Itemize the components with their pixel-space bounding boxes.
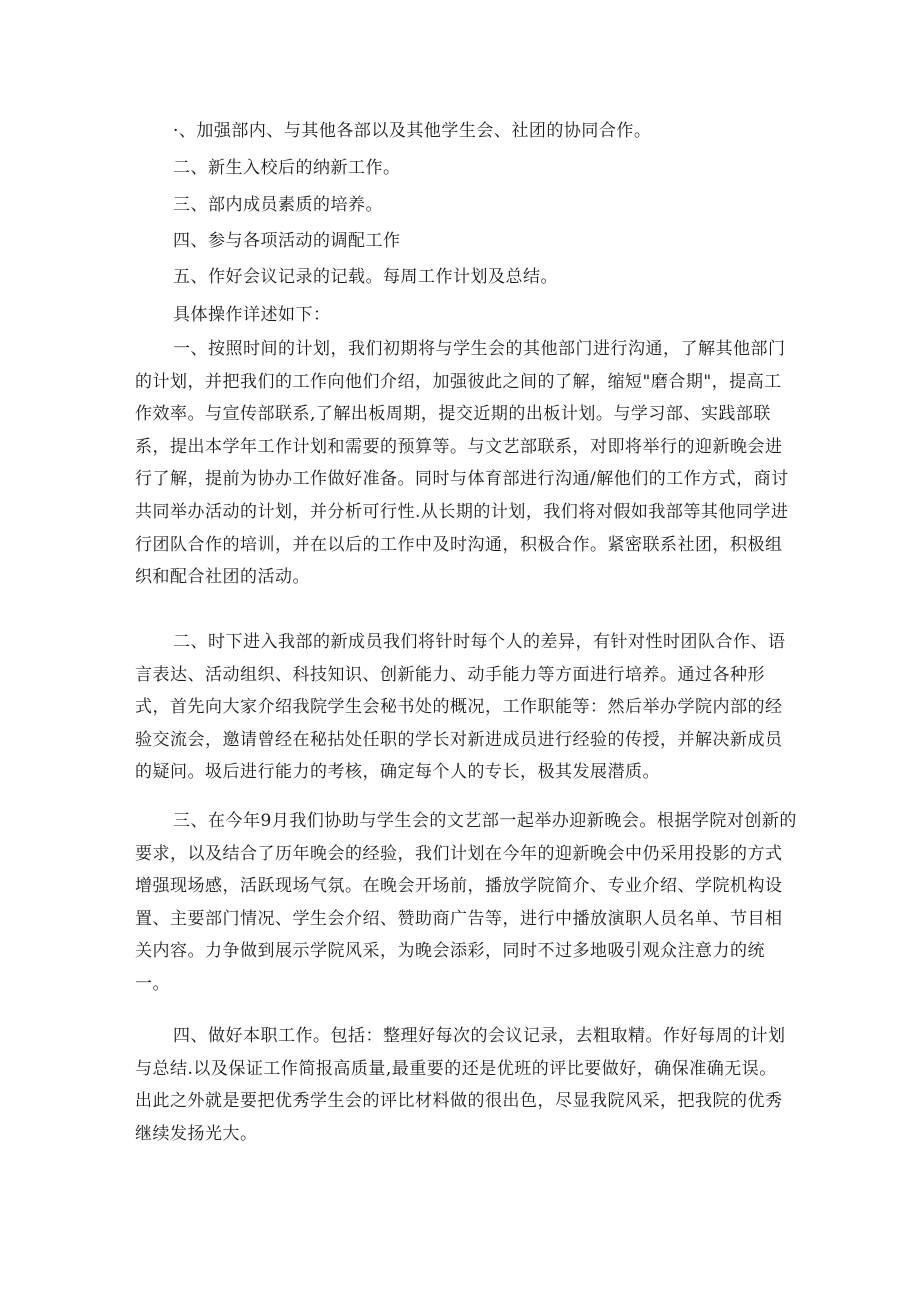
paragraph-line: 的计划，并把我们的工作向他们介绍，加强彼此之间的了解，缩短"磨合期"，提高工 bbox=[135, 371, 782, 392]
paragraph-line: 与总结.以及保证工作简报高质量,最重要的还是优班的评比要做好，确保准确无误。 bbox=[135, 1058, 777, 1079]
list-item: 三、部内成员素质的培养。 bbox=[173, 195, 383, 215]
paragraph-line: 行了解，提前为协办工作做好准备。同时与体育部进行沟通/解他们的工作方式，商讨 bbox=[135, 469, 789, 490]
paragraph-line: 要求，以及结合了历年晚会的经验，我们计划在今年的迎新晚会中仍采用投影的方式 bbox=[135, 843, 783, 864]
paragraph-2 bbox=[135, 626, 786, 789]
paragraph-line: 作效率。与宣传部联系,了解出板周期，提交近期的出板计划。与学习部、实践部联 bbox=[135, 404, 771, 425]
paragraph-line: 共同举办活动的计划，并分析可行性.从长期的计划，我们将对假如我部等其他同学进 bbox=[135, 501, 789, 522]
paragraph-4 bbox=[135, 1020, 786, 1150]
paragraph-line: 关内容。力争做到展示学院风采，为晚会添彩，同时不过多地吸引观众注意力的统 bbox=[135, 941, 765, 962]
paragraph-line: 继续发扬光大。 bbox=[135, 1123, 258, 1144]
paragraph-line: 出此之外就是要把优秀学生会的评比材料做的很出色，尽显我院风采，把我院的优秀 bbox=[135, 1091, 783, 1112]
section-intro: 具体操作详述如下： bbox=[173, 305, 331, 325]
paragraph-3 bbox=[135, 805, 797, 1001]
list-item: 二、新生入校后的纳新工作。 bbox=[173, 158, 401, 178]
paragraph-line: 三、在今年9月我们协助与学生会的文艺部一起举办迎新晚会。根据学院对创新的 bbox=[173, 811, 797, 831]
list-item: 五、作好会议记录的记载。每周工作计划及总结。 bbox=[173, 267, 558, 287]
paragraph-line: 式，首先向大家介绍我院学生会秘书处的概况，工作职能等：然后举办学院内部的经 bbox=[135, 697, 783, 718]
paragraph-line: 一、按照时间的计划，我们初期将与学生会的其他部门进行沟通，了解其他部门 bbox=[173, 339, 786, 359]
list-item: 四、参与各项活动的调配工作 bbox=[173, 231, 401, 251]
paragraph-line: 验交流会，邀请曾经在秘拈处任职的学长对新进成员进行经验的传授，并解决新成员 bbox=[135, 729, 783, 750]
paragraph-line: 一。 bbox=[135, 973, 170, 994]
paragraph-line: 的疑问。圾后进行能力的考核，确定每个人的专长，极其发展潜质。 bbox=[135, 762, 660, 783]
paragraph-line: 增强现场感，活跃现场气氛。在晚会开场前，播放学院简介、专业介绍、学院机构设 bbox=[135, 876, 783, 897]
list-item: ·、加强部内、与其他各部以及其他学生会、社团的协同合作。 bbox=[173, 121, 652, 141]
paragraph-line: 系，提出本学年工作计划和需要的预算等。与文艺部联系，对即将举行的迎新晚会进 bbox=[135, 436, 783, 457]
paragraph-line: 二、时下进入我部的新成员我们将针时每个人的差异，有针对性时团队合作、语 bbox=[173, 632, 786, 652]
paragraph-1 bbox=[135, 333, 789, 594]
paragraph-line: 置、主要部门情况、学生会介绍、赞助商广告等，进行中播放演职人员名单、节目相 bbox=[135, 908, 783, 929]
paragraph-line: 言表达、活动组织、科技知识、创新能力、动手能力等方面进行培养。通过各种形 bbox=[135, 664, 765, 685]
paragraph-line: 行团队合作的培训，并在以后的工作中及时沟通，积极合作。紧密联系社团，积极组 bbox=[135, 534, 783, 555]
paragraph-line: 织和配合社团的活动。 bbox=[135, 567, 310, 588]
paragraph-line: 四、做好本职工作。包括：整理好每次的会议记录，去粗取精。作好每周的计划 bbox=[173, 1026, 786, 1046]
